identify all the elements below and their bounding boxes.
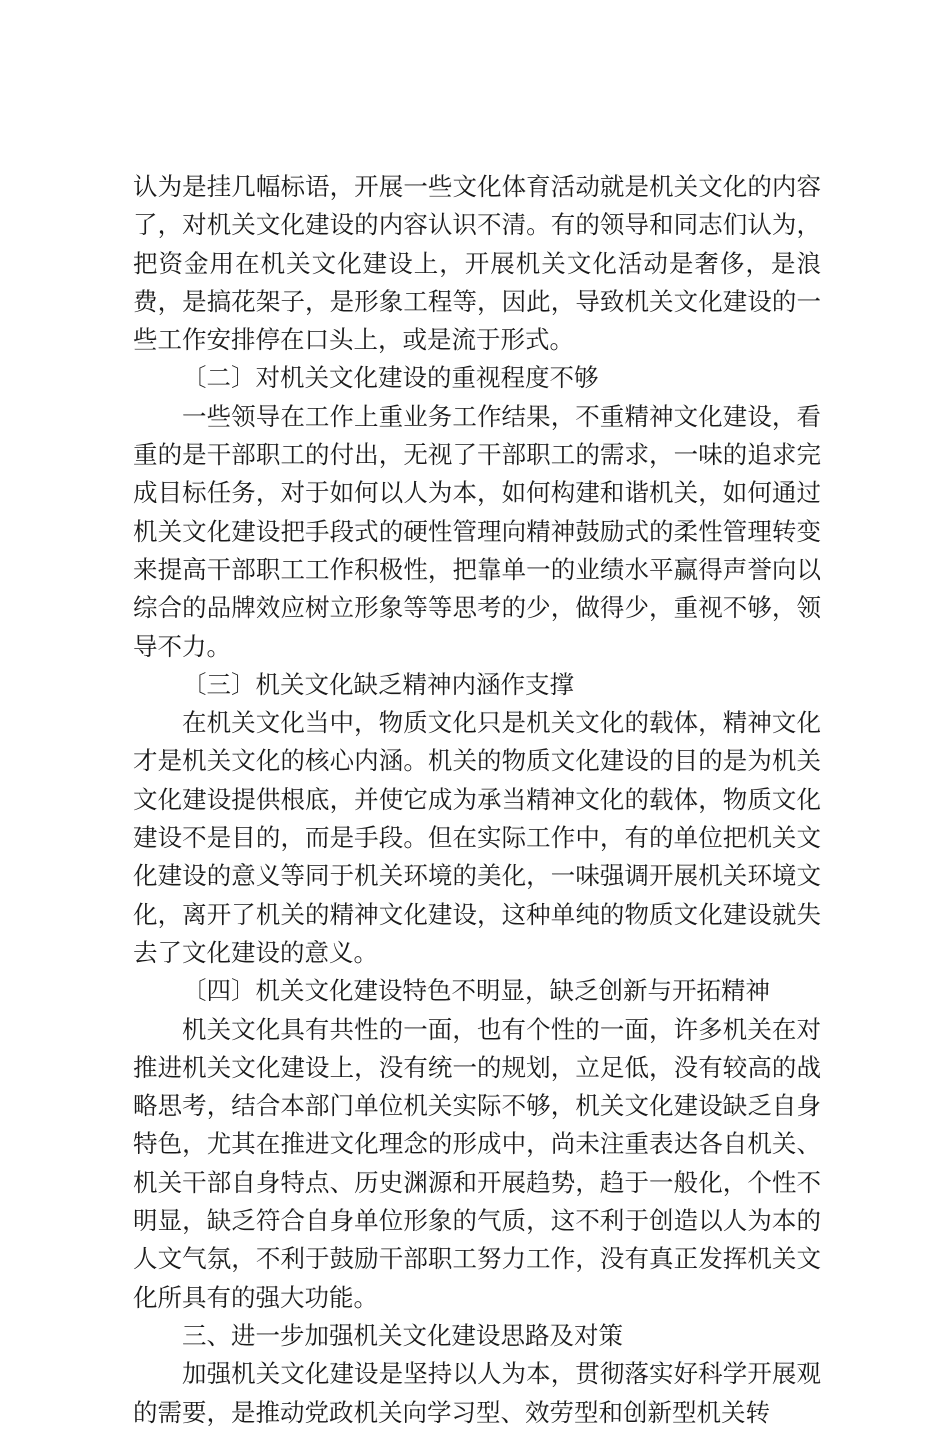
paragraph: 机关文化具有共性的一面，也有个性的一面，许多机关在对推进机关文化建设上，没有统一的规划，立足低，没有较高的战略思考，结合本部门单位机关实际不够，机关文化建设缺乏自身特色，尤其在推进文化理念的形成中，尚未注重表达各自机关、机关干部自身特点、历史渊源和开展趋势，趋于一般化，个性不明显，缺乏符合自身单位形象的气质，这不利于创造以人为本的人文气氛，不利于鼓励干部职工努力工作，没有真正发挥机关文化所具有的强大功能。 — [133, 1014, 821, 1312]
chapter-heading-3: 三、进一步加强机关文化建设思路及对策 — [182, 1320, 623, 1350]
section-heading-4: 〔四〕机关文化建设特色不明显，缺乏创新与开拓精神 — [182, 976, 770, 1006]
section-heading-3: 〔三〕机关文化缺乏精神内涵作支撑 — [182, 669, 574, 699]
paragraph: 一些领导在工作上重业务工作结果，不重精神文化建设，看重的是干部职工的付出，无视了干部职工的需求，一味的追求完成目标任务，对于如何以人为本，如何构建和谐机关，如何通过机关文化建设把手段式的硬性管理向精神鼓励式的柔性管理转变来提高干部职工工作积极性，把靠单一的业绩水平赢得声誉向以综合的品牌效应树立形象等等思考的少，做得少，重视不够，领导不力。 — [133, 401, 821, 661]
section-heading-2: 〔二〕对机关文化建设的重视程度不够 — [182, 363, 599, 393]
document-page — [133, 168, 821, 1432]
paragraph-continued: 认为是挂几幅标语，开展一些文化体育活动就是机关文化的内容了，对机关文化建设的内容认识不清。有的领导和同志们认为，把资金用在机关文化建设上，开展机关文化活动是奢侈，是浪费，是搞花架子，是形象工程等，因此，导致机关文化建设的一些工作安排停在口头上，或是流于形式。 — [133, 172, 821, 355]
paragraph: 加强机关文化建设是坚持以人为本，贯彻落实好科学开展观的需要，是推动党政机关向学习型、效劳型和创新型机关转 — [133, 1359, 821, 1427]
paragraph: 在机关文化当中，物质文化只是机关文化的载体，精神文化才是机关文化的核心内涵。机关的物质文化建设的目的是为机关文化建设提供根底，并使它成为承当精神文化的载体，物质文化建设不是目的，而是手段。但在实际工作中，有的单位把机关文化建设的意义等同于机关环境的美化，一味强调开展机关环境文化，离开了机关的精神文化建设，这种单纯的物质文化建设就失去了文化建设的意义。 — [133, 708, 821, 967]
